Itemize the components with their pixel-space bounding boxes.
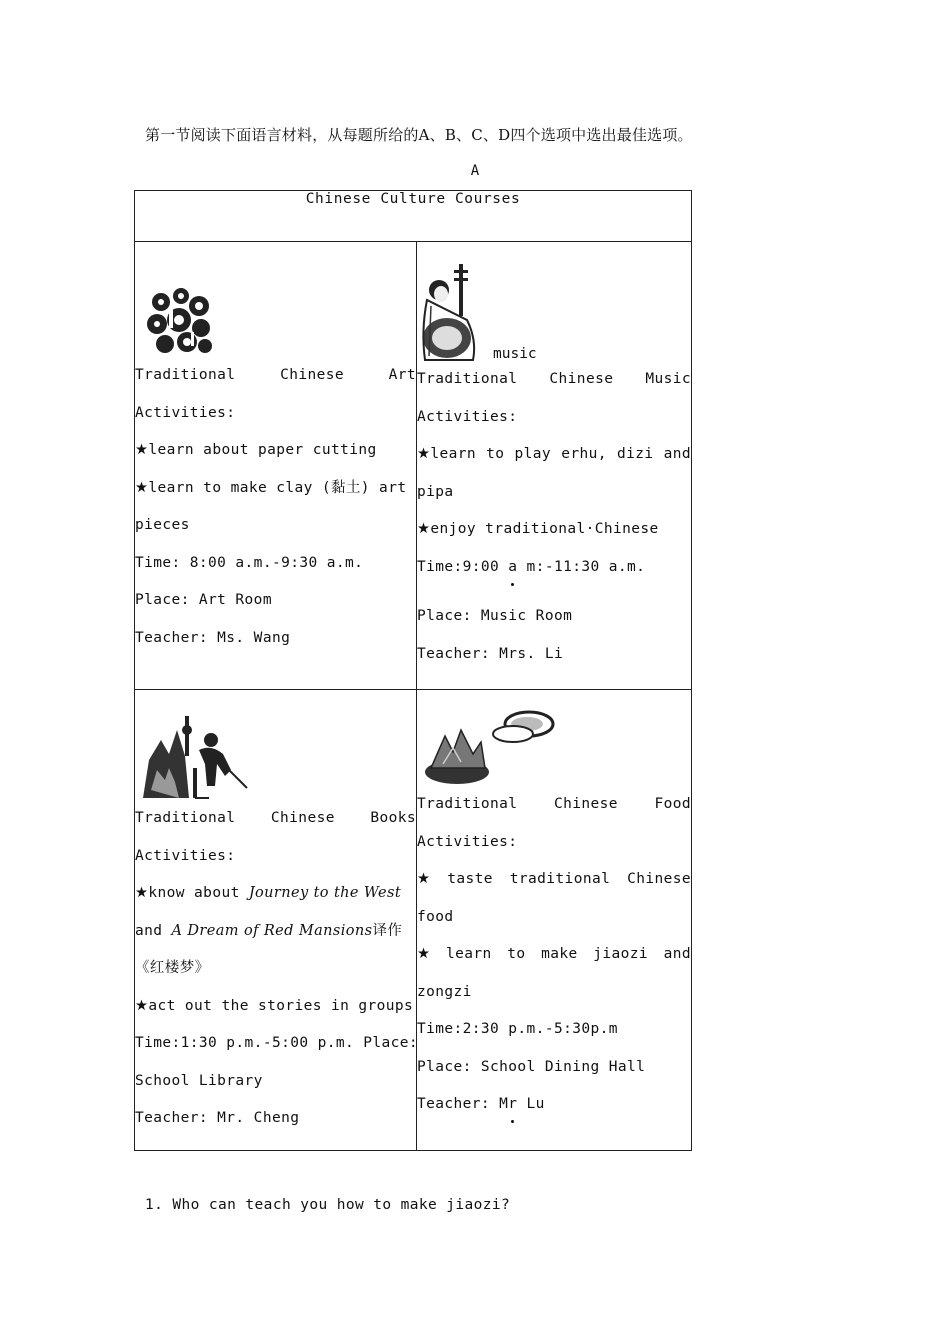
star-icon: ★ [135,479,149,496]
books-heading-word: Books [370,810,416,826]
music-activity-word: dizi [616,446,654,462]
music-heading-word: Chinese [549,371,614,387]
food-course-cell [417,690,692,1151]
food-teacher: Teacher: Mr Lu [417,1096,545,1112]
star-icon: ★ [135,885,149,901]
books-heading-word: Chinese [270,810,335,826]
zongzi-jiaozi-image [423,708,555,788]
books-heading-word: Traditional [135,810,236,826]
section-letter: A [470,163,480,179]
food-activity-cont: zongzi [417,983,472,1000]
books-activity: know about [148,885,249,901]
food-activity-word: learn [446,946,492,962]
food-time: Time:2:30 p.m.-5:30p.m [417,1021,618,1037]
food-activity-word: to [507,946,526,962]
food-activity-word: taste [447,871,493,887]
star-icon: ★ [135,442,149,458]
books-place: School Library [135,1072,263,1089]
books-activities-label: Activities: [135,847,236,864]
art-course-cell [135,242,417,690]
monkey-king-image [139,710,251,802]
art-teacher: Teacher: Ms. Wang [135,629,291,646]
art-heading-word: Art [388,367,416,383]
music-activity-word: to [486,446,505,462]
art-place: Place: Art Room [135,592,272,608]
courses-table [134,190,692,1151]
art-heading-word: Chinese [280,367,344,383]
music-activities-label: Activities: [417,408,518,425]
food-activity-word: and [663,946,691,962]
food-heading-word: Food [654,796,691,812]
food-activity-cont: food [417,908,454,925]
music-course-cell [417,242,692,690]
dot-mark [511,1120,514,1123]
music-activity-cont: pipa [417,483,454,500]
art-time: Time: 8:00 a.m.-9:30 a.m. [135,554,364,571]
art-activity: learn to make clay (黏土) art [148,479,407,496]
food-activity-word: jiaozi [593,946,649,962]
book-title: A Dream of Red Mansions [171,922,373,939]
star-icon: ★ [417,871,431,887]
star-icon: ★ [417,446,431,462]
music-activity-word: erhu, [561,446,607,462]
star-icon: ★ [417,946,431,962]
music-time: Time:9:00 a m:-11:30 a.m. [417,558,646,575]
star-icon: ★ [417,521,431,537]
books-activity: act out the stories in groups [148,997,414,1014]
music-activity-word: learn [430,446,477,462]
books-activity-cont: and [135,922,172,939]
food-activity-word: make [541,946,578,962]
music-activity: enjoy traditional·Chinese [430,521,659,537]
food-activities-label: Activities: [417,833,518,850]
paper-cutting-image [139,284,219,360]
food-place: Place: School Dining Hall [417,1058,646,1075]
book-title: Journey to the West [248,885,402,901]
food-activity-word: traditional [509,871,611,887]
dot-mark [511,583,514,586]
table-title: Chinese Culture Courses [135,191,692,242]
music-caption: music [493,346,537,362]
books-course-cell [135,690,417,1151]
music-heading-word: Music [645,371,691,387]
books-time-place: Time:1:30 p.m.-5:00 p.m. Place: [135,1035,419,1051]
books-teacher: Teacher: Mr. Cheng [135,1110,300,1126]
music-teacher: Teacher: Mrs. Li [417,645,564,662]
books-translation-note: 译作 [372,922,403,939]
music-activity-word: and [663,446,691,462]
pipa-player-image [417,260,483,364]
art-activity-cont: pieces [135,517,190,533]
music-heading-word: Traditional [417,371,518,387]
art-heading-word: Traditional [135,367,236,383]
food-activity-word: Chinese [627,871,691,887]
star-icon: ★ [135,997,149,1014]
art-activities-label: Activities: [135,404,236,421]
instructions: 第一节阅读下面语言材料，从每题所给的A、B、C、D四个选项中选出最佳选项。 [145,126,693,144]
music-place: Place: Music Room [417,608,573,624]
music-activity-word: play [514,446,552,462]
food-heading-word: Chinese [553,796,618,812]
books-chinese-title: 《红楼梦》 [135,960,210,976]
art-activity: learn about paper cutting [148,442,377,458]
question-1: 1. Who can teach you how to make jiaozi? [145,1197,511,1213]
food-heading-word: Traditional [417,796,518,812]
